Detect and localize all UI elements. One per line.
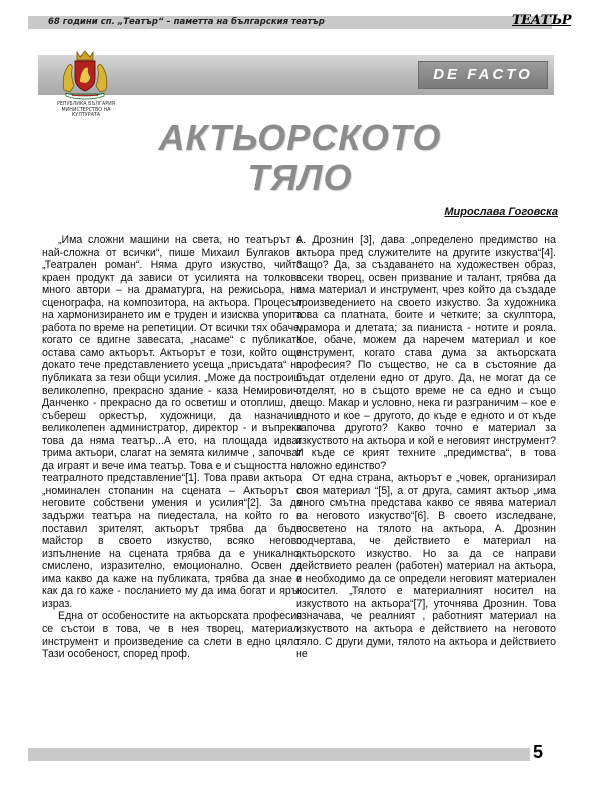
section-label: DE FACTO — [433, 66, 533, 83]
ministry-line1: РЕПУБЛИКА БЪЛГАРИЯ — [56, 102, 116, 107]
ministry-line2: МИНИСТЕРСТВО НА КУЛТУРАТА — [61, 107, 111, 119]
right-column — [296, 234, 556, 661]
article-author: Мирослава Гоговска — [444, 206, 558, 218]
coat-of-arms-icon — [58, 48, 112, 100]
paragraph: Една от особеностите на актьорската професия се състои в това, че в нея творец, материал, инструмент и произведение са слети в едно цяло. Тази особеност, според проф. — [42, 610, 302, 661]
paragraph: А. Дрознин [3], дава „определено предимство на актьора пред служителите на другите изкуства“[4]. Защо? Да, за създаването на художествен образ, всеки творец, освен призвание и талант, трябва да има материал и инструмент, чрез който да създаде произведението на своето изкуство. За художника това са платната, боите и четките; за скулптора, мрамора и длетата; за пианиста - нотите и рояла. Кое, обаче, можем да наречем материал и кое инструмент, когато става дума за актьорската професия? По същество, не са в състояние да бъдат отделени едно от друго. Да, не могат да се отделят, но в същото време не са едно и също нещо. Макар и условно, нека ги разграничим – кое е едното и кое – другото, до къде е едното и от къде започва другото? Какво точно е материал за изкуството на актьора и кой е неговият инструмент? И къде се крият техните „предимства“, в това сложно единство? — [296, 234, 556, 472]
page-number: 5 — [532, 742, 543, 762]
article-title-line1: АКТЬОРСКОТО — [158, 117, 442, 158]
magazine-logo: ТЕАТЪР — [512, 13, 572, 28]
ministry-caption — [49, 102, 123, 119]
paragraph: „Има сложни машини на света, но театърът е най-сложна от всички“, пише Михаил Булгаков в „Театрален роман“. Няма друго изкуство, чийто краен продукт да зависи от усилията на толкова много автори – на драматурга, на режисьора, на сценографа, на композитора, на актьора. Процесът на хармонизирането им е труден и изисква упорита работа по време на репетиции. От всички тях обаче, когато се вдигне завесата, „насаме“ с публиката остава само актьорът. Актьорът е този, който още докато тече представлението усеща „присъдата“ на публиката за тези общи усилия. „Може да построиш великолепно, прекрасно здание - каза Немирович-Данченко - прекрасно да го осветиш и отоплиш, да събереш оркестър, художници, да назначиш великолепен администратор, директор - и въпреки това да няма театър...А ето, на площада идват трима актьори, слагат на земята килимче , започват да играят и вече има театър. Това е и същността на театралното представление“[1]. Това прави актьора „номинален стопанин на сцената – Актьорът с неговите собствени умения и усилия“[2]. За да задържи театъра на пиедестала, на който го е поставил зрителят, актьорът трябва да бъде майстор в своето изкуство, всяко негово изпълнение на сцената трябва да е уникално, смислено, изразително, емоционално. Освен да има какво да каже на публиката, трябва да знае и как да го каже - посланието му да има богат и ярък израз. — [42, 234, 302, 610]
footer-bar — [28, 748, 530, 761]
article-title-line2: ТЯЛО — [247, 157, 353, 198]
paragraph: От една страна, актьорът е „човек, организирал своя материал “[5], а от друга, самият актьор „има много смътна представа какво се явява материал на неговото изкуство“[6]. В своето изследване, посветено на тялото на актьора, А. Дрознин подчертава, че действието е материал на актьорското изкуство. Но за да се направи действието реален (работен) материал на актьора, е необходимо да се определи неговият материален носител. „Тялото е материалният носител на изкуството на актьора“[7], уточнява Дрознин. Това означава, че реалният , работният материал на изкуството на актьора е действието на неговото тяло. С други думи, тялото на актьора и действието не — [296, 472, 556, 661]
left-column — [42, 234, 302, 661]
running-title: 68 години сп. „Театър“ – паметта на българския театър — [48, 17, 325, 27]
